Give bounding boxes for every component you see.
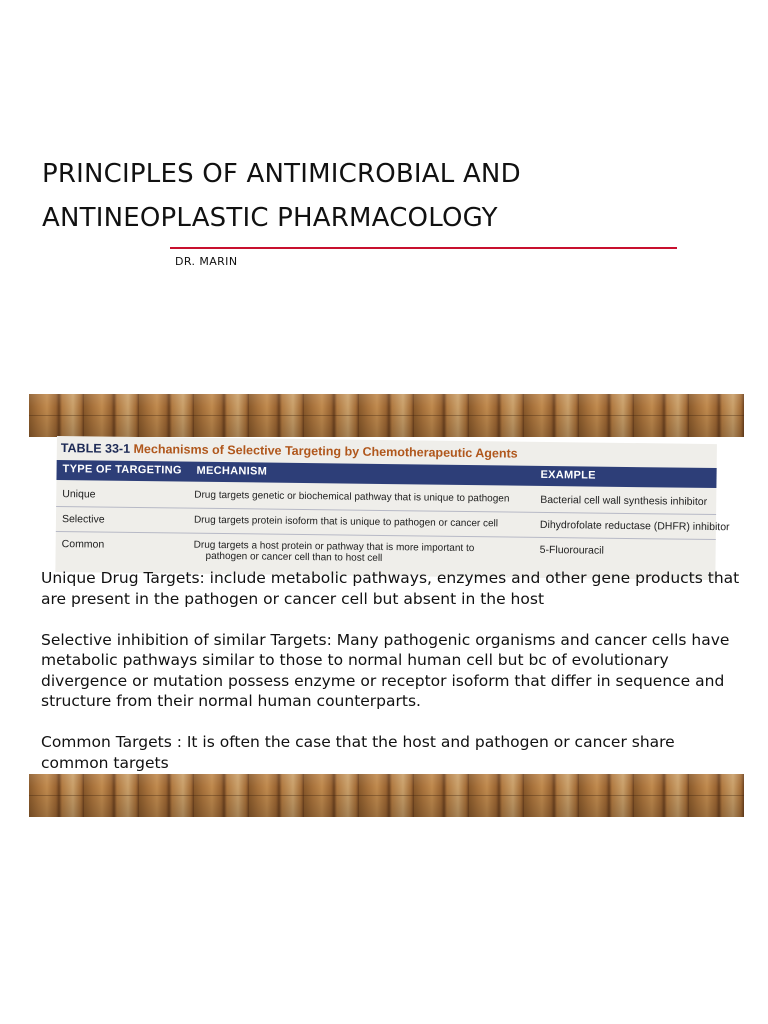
table-cell-example: Bacterial cell wall synthesis inhibitor	[540, 493, 708, 508]
table-cell-type: Unique	[62, 488, 96, 501]
slide-title-line-1: PRINCIPLES OF ANTIMICROBIAL AND	[42, 159, 521, 189]
paragraph-selective-targets: Selective inhibition of similar Targets: Many pathogenic organisms and cancer cells have metabolic pathways similar to those to normal human cell but bc of evolutionary divergence or mutation possess enzyme or receptor isoform that differ in sequence and structure from their normal human counterparts.	[41, 630, 730, 710]
table-caption	[61, 441, 518, 461]
wood-seam	[29, 795, 744, 796]
author-name: DR. MARIN	[175, 255, 238, 268]
table-cell-type: Common	[61, 538, 105, 551]
slide-title-line-2: ANTINEOPLASTIC PHARMACOLOGY	[42, 203, 498, 233]
table-cell-mechanism: Drug targets genetic or biochemical pathway that is unique to pathogen	[194, 489, 510, 505]
table-number: TABLE 33-1	[60, 441, 131, 456]
table-cell-example: 5-Fluorouracil	[539, 543, 604, 557]
table-image	[55, 436, 730, 580]
table-header-mechanism: MECHANISM	[196, 464, 268, 478]
table-header-type: TYPE OF TARGETING	[62, 463, 182, 477]
wood-seam	[29, 415, 744, 416]
wood-banner-bottom	[29, 774, 744, 817]
table-cell-type: Selective	[61, 513, 105, 526]
table-cell-mechanism: Drug targets a host protein or pathway that is more important to	[193, 539, 475, 555]
slide-title	[42, 152, 682, 240]
table-cell-mechanism: Drug targets protein isoform that is unique to pathogen or cancer cell	[193, 514, 499, 530]
title-underline	[170, 247, 677, 249]
wood-banner-top	[29, 394, 744, 437]
table-cell-example: Dihydrofolate reductase (DHFR) inhibitor	[539, 518, 730, 534]
table-caption-text: Mechanisms of Selective Targeting by Chemotherapeutic Agents	[133, 441, 518, 461]
body-text	[41, 568, 741, 794]
paragraph-common-targets: Common Targets : It is often the case that the host and pathogen or cancer share common targets	[41, 733, 675, 772]
paragraph-unique-targets: Unique Drug Targets: include metabolic pathways, enzymes and other gene products that are present in the pathogen or cancer cell but absent in the host	[41, 569, 740, 608]
table-header-example: EXAMPLE	[540, 468, 596, 482]
table-cell-mechanism-cont: pathogen or cancer cell than to host cell	[205, 550, 383, 564]
